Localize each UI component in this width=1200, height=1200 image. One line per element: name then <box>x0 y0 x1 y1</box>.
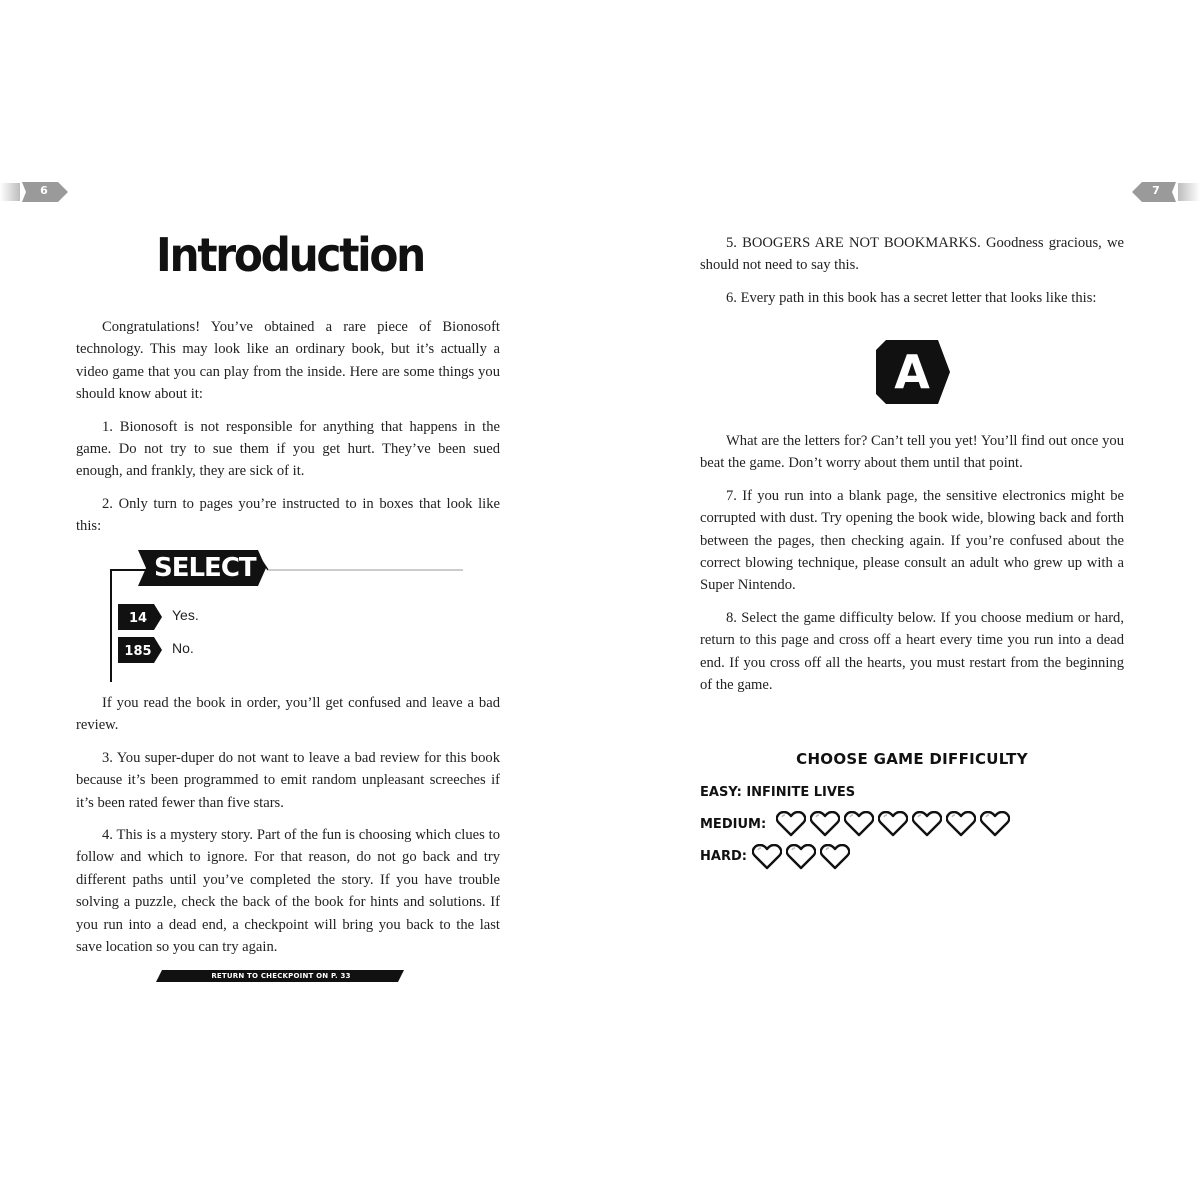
difficulty-heading: CHOOSE GAME DIFFICULTY <box>796 750 1028 768</box>
option-page-14: 14 <box>128 611 148 626</box>
option-yes: Yes. <box>172 607 199 623</box>
heart-icon[interactable] <box>946 811 976 837</box>
select-label: SELECT <box>154 553 256 583</box>
page-number-left: 6 <box>40 184 48 197</box>
option-no: No. <box>172 640 194 656</box>
rule-8-paragraph: 8. Select the game difficulty below. If you choose medium or hard, return to this page and cross off a heart every time you run into a dead end. If you cross off all the hearts, you must restart from the beginning of the game. <box>700 609 1124 694</box>
rule-5-paragraph: 5. BOOGERS ARE NOT BOOKMARKS. Goodness gracious, we should not need to say this. <box>700 235 1124 274</box>
rule-4-paragraph: 4. This is a mystery story. Part of the fun is choosing which clues to follow and which to ignore. For that reason, do not go back and try different paths until you’ve completed the story. If you have trouble solving a puzzle, check the back of the book for hints and solutions. If you run into a dead end, a checkpoint will bring you back to the last save location so you can try again. <box>76 827 500 956</box>
page-number-tab-right <box>1130 180 1200 204</box>
heart-icon[interactable] <box>810 811 840 837</box>
heart-icon[interactable] <box>786 844 816 870</box>
heart-icon[interactable] <box>844 811 874 837</box>
page-number-right: 7 <box>1152 184 1160 197</box>
hard-hearts-row <box>752 844 850 870</box>
page-number-tab-left <box>0 180 70 204</box>
heart-icon[interactable] <box>912 811 942 837</box>
intro-paragraph: Congratulations! You’ve obtained a rare piece of Bionosoft technology. This may look like an ordinary book, but it’s actually a video game that you can play from the inside. Here are some things you should know about it: <box>76 319 500 403</box>
rule-3-paragraph: 3. You super-duper do not want to leave a bad review for this book because it’s been programmed to emit random unpleasant screeches if it’s been rated fewer than five stars. <box>76 749 500 811</box>
medium-hearts-row <box>776 811 1010 837</box>
rule-2-paragraph: 2. Only turn to pages you’re instructed to in boxes that look like this: <box>76 495 500 535</box>
heart-icon[interactable] <box>980 811 1010 837</box>
heart-icon[interactable] <box>820 844 850 870</box>
heart-icon[interactable] <box>776 811 806 837</box>
right-column-top <box>700 232 1124 319</box>
checkpoint-text: RETURN TO CHECKPOINT ON P. 33 <box>211 972 351 980</box>
read-in-order-paragraph: If you read the book in order, you’ll get confused and leave a bad review. <box>76 695 500 734</box>
difficulty-easy[interactable]: EASY: INFINITE LIVES <box>700 785 856 800</box>
letters-explanation-paragraph: What are the letters for? Can’t tell you yet! You’ll find out once you beat the game. Don’t worry about them until that point. <box>700 433 1124 472</box>
chapter-title: Introduction <box>156 228 424 282</box>
heart-icon[interactable] <box>752 844 782 870</box>
right-column-middle <box>700 430 1124 706</box>
rule-6-paragraph: 6. Every path in this book has a secret letter that looks like this: <box>726 289 1097 306</box>
left-column-top <box>76 316 500 548</box>
rule-1-paragraph: 1. Bionosoft is not responsible for anything that happens in the game. Do not try to sue them if you get hurt. They’ve been sued enough, and frankly, they are sick of it. <box>76 418 500 480</box>
option-page-185: 185 <box>124 644 152 659</box>
rule-7-paragraph: 7. If you run into a blank page, the sensitive electronics might be corrupted with dust. Try opening the book wide, blowing back and forth between the pages, then checking again. If you’re confused about the correct blowing technique, please consult an adult who grew up with a Super Nintendo. <box>700 487 1124 594</box>
heart-icon[interactable] <box>878 811 908 837</box>
difficulty-hard[interactable]: HARD: <box>700 849 747 864</box>
secret-letter: A <box>894 345 930 399</box>
difficulty-medium[interactable]: MEDIUM: <box>700 817 767 832</box>
left-column-bottom <box>76 692 500 968</box>
